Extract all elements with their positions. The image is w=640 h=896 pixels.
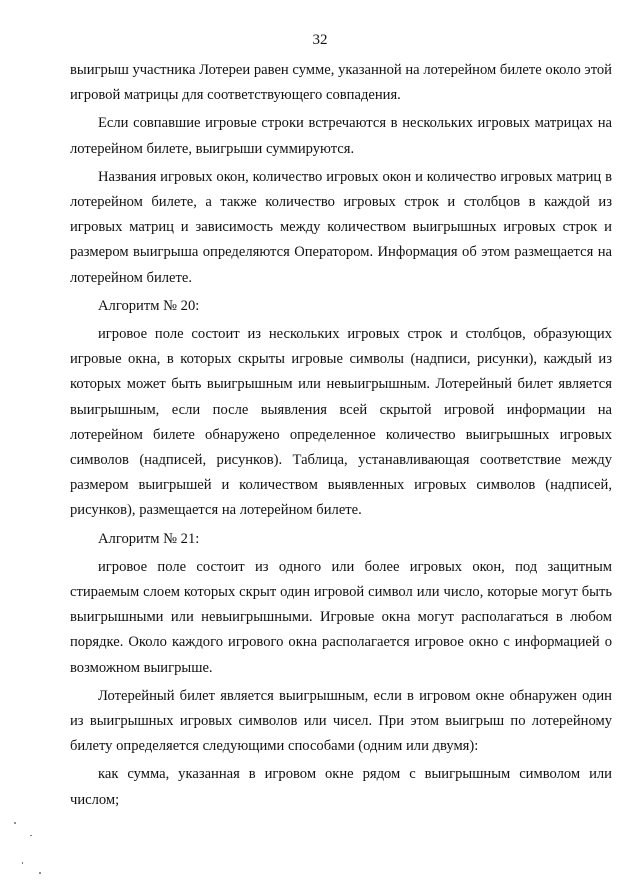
algorithm-21-description: игровое поле состоит из одного или более игровых окон, под защитным стираемым слоем которых скрыт один игровой символ или число, которые могут быть выигрышными или невыигрышными. Игровые окна могут располагаться в любом порядке. Около каждого игрового окна располагается игровое окно с информацией о возможном выигрыше. <box>70 558 612 676</box>
scan-speck <box>14 822 16 824</box>
algorithm-20-description: игровое поле состоит из нескольких игровых строк и столбцов, образующих игровые окна, в которых скрыты игровые символы (надписи, рисунки), каждый из которых может быть выигрышным или невыигрышным. Лотерейный билет является выигрышным, если после выявления всей скрытой игровой информации на лотерейном билете обнаружено определенное количество выигрышных игровых символов (надписей, рисунков). Таблица, устанавливающая соответствие между размером выигрышей и количеством выявленных игровых символов (надписей, рисунков), размещается на лотерейном билете. <box>70 326 612 519</box>
body-text <box>70 58 612 813</box>
scan-speck <box>39 872 41 874</box>
paragraph-continuation: выигрыш участника Лотереи равен сумме, указанной на лотерейном билете около этой игровой матрицы для соответствующего совпадения. <box>70 62 612 104</box>
algorithm-21-heading: Алгоритм № 21: <box>98 530 200 547</box>
paragraph-winning-conditions: Лотерейный билет является выигрышным, если в игровом окне обнаружен один из выигрышных игровых символов или чисел. При этом выигрыш по лотерейному билету определяется следующими способами (одним или двумя): <box>70 687 612 755</box>
algorithm-20-heading: Алгоритм № 20: <box>98 297 200 314</box>
scan-speck <box>22 862 23 864</box>
paragraph-operator-definition: Названия игровых окон, количество игровых окон и количество игровых матриц в лотерейном билете, а также количество игровых строк и столбцов в каждой из игровых матриц и зависимость между количеством выигрышных игровых строк и размером выигрыша определяются Оператором. Информация об этом размещается на лотерейном билете. <box>70 168 612 286</box>
paragraph-summation: Если совпавшие игровые строки встречаются в нескольких игровых матрицах на лотерейном билете, выигрыши суммируются. <box>70 115 612 157</box>
page-number: 32 <box>312 32 328 48</box>
scan-speck <box>30 835 32 836</box>
paragraph-payout-method: как сумма, указанная в игровом окне рядом с выигрышным символом или числом; <box>70 766 612 808</box>
